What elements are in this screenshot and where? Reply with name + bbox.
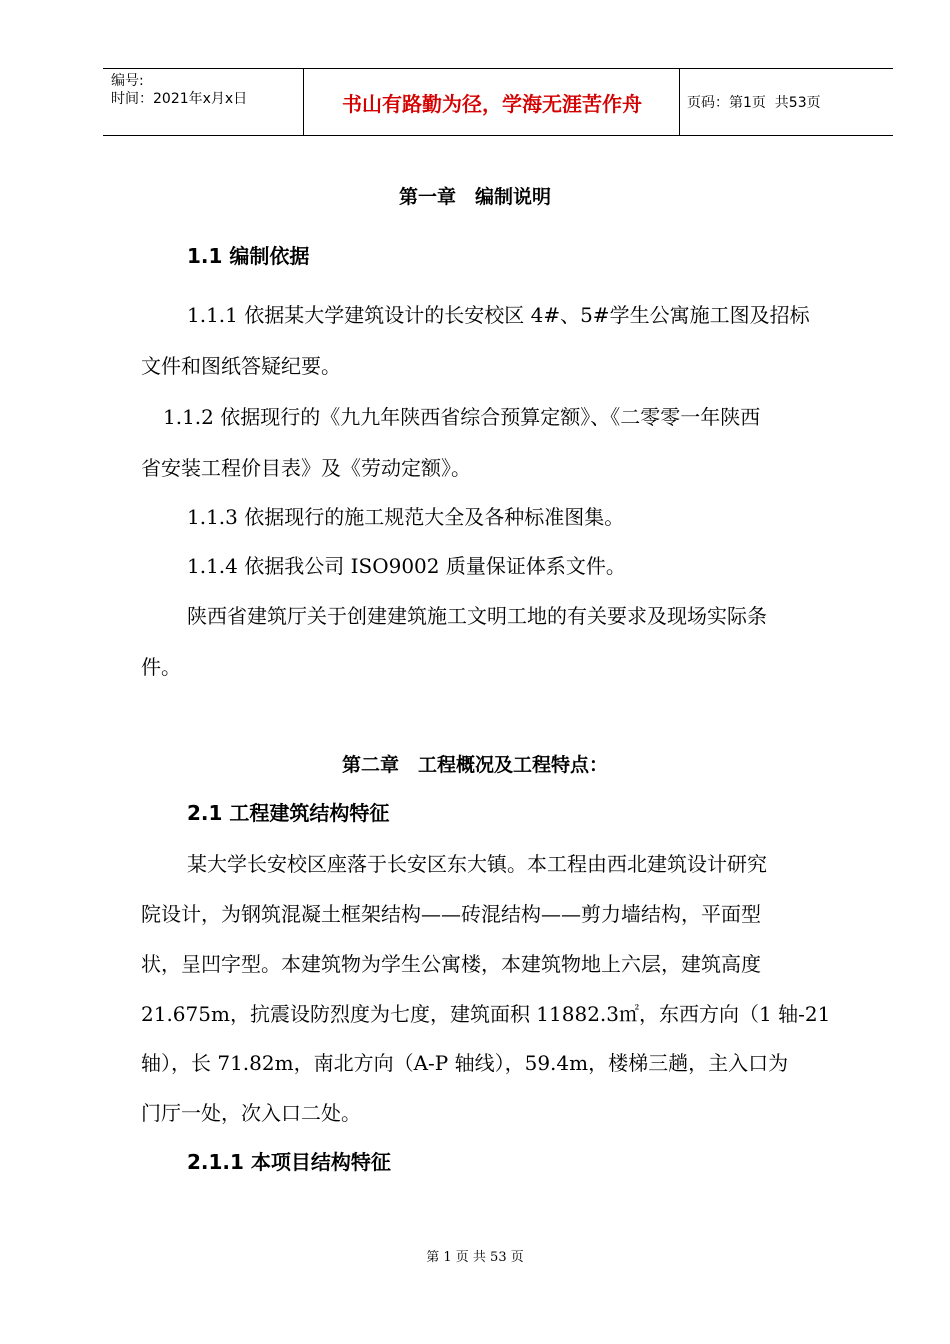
header-page-info: 页码：第1页 共53页: [687, 95, 821, 111]
paragraph-line: 省安装工程价目表》及《劳动定额》。: [141, 456, 471, 480]
paragraph-line: 1.1.4 依据我公司 ISO9002 质量保证体系文件。: [187, 554, 626, 578]
chapter-1-title: 第一章 编制说明: [398, 186, 551, 208]
subsection-2-1-1-heading: 2.1.1 本项目结构特征: [187, 1150, 391, 1174]
chapter-2-title: 第二章 工程概况及工程特点：: [341, 754, 608, 776]
header-slogan: 书山有路勤为径，学海无涯苦作舟: [342, 91, 642, 116]
section-1-1-heading: 1.1 编制依据: [187, 244, 310, 268]
paragraph-line: 状，呈凹字型。本建筑物为学生公寓楼，本建筑物地上六层，建筑高度: [141, 952, 761, 976]
paragraph-line: 21.675m，抗震设防烈度为七度，建筑面积 11882.3㎡，东西方向（1 轴-21: [141, 1002, 831, 1026]
paragraph-line: 轴），长 71.82m，南北方向（A-P 轴线），59.4m，楼梯三趟，主入口为: [141, 1051, 789, 1075]
paragraph-line: 1.1.3 依据现行的施工规范大全及各种标准图集。: [187, 505, 625, 529]
page-footer: 第 1 页 共 53 页: [426, 1250, 524, 1265]
header-meta: [111, 72, 247, 108]
paragraph-line: 院设计，为钢筑混凝土框架结构——砖混结构——剪力墙结构，平面型: [141, 902, 761, 926]
paragraph-line: 1.1.2 依据现行的《九九年陕西省综合预算定额》、《二零零一年陕西: [163, 405, 761, 429]
paragraph-line: 文件和图纸答疑纪要。: [141, 354, 341, 378]
paragraph-line: 1.1.1 依据某大学建筑设计的长安校区 4#、5#学生公寓施工图及招标: [187, 303, 810, 327]
header-divider: [303, 69, 304, 135]
paragraph-line: 陕西省建筑厅关于创建建筑施工文明工地的有关要求及现场实际条: [187, 604, 767, 628]
document-number: 编号:: [111, 73, 144, 89]
page-header: [103, 68, 893, 136]
section-2-1-heading: 2.1 工程建筑结构特征: [187, 801, 390, 825]
paragraph-line: 某大学长安校区座落于长安区东大镇。本工程由西北建筑设计研究: [187, 852, 767, 876]
document-date: 时间：2021年x月x日: [111, 91, 248, 107]
header-divider: [679, 69, 680, 135]
paragraph-line: 门厅一处，次入口二处。: [141, 1101, 361, 1125]
paragraph-line: 件。: [141, 655, 181, 679]
